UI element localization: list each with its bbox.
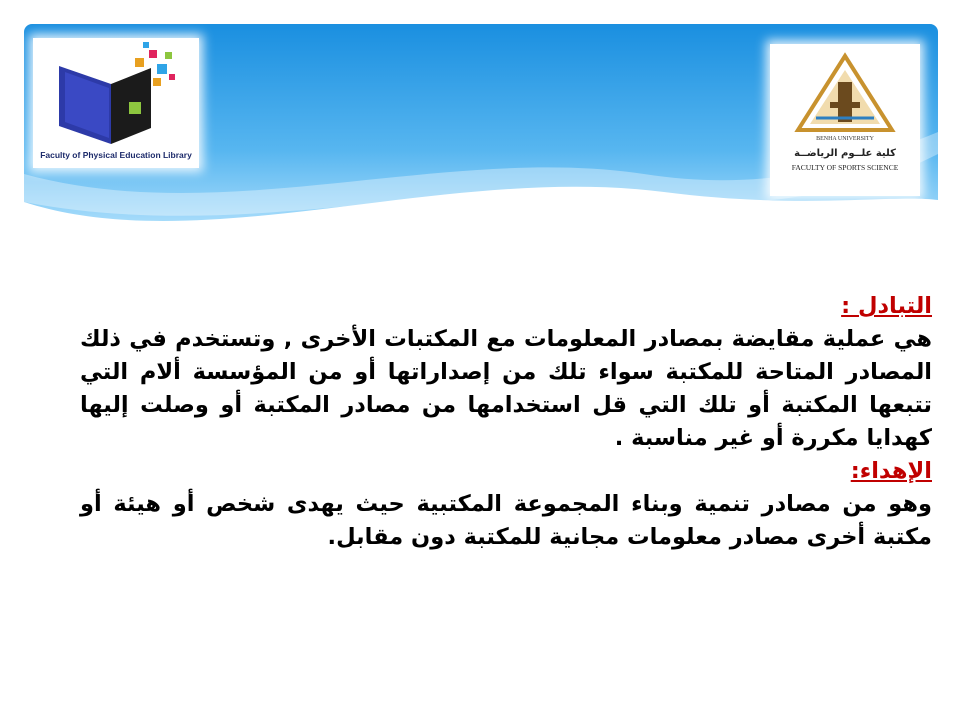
- heading-exchange: التبادل :: [841, 293, 932, 319]
- heading-gifts: الإهداء:: [850, 458, 932, 484]
- library-logo-caption: Faculty of Physical Education Library: [40, 150, 192, 160]
- paragraph-gifts: وهو من مصادر تنمية وبناء المجموعة المكتبية حيث يهدى شخص أو هيئة أو مكتبة أخرى مصادر معلومات مجانية للمكتبة دون مقابل.: [80, 491, 932, 550]
- crest-text: BENHA UNIVERSITY: [816, 136, 874, 142]
- slide-content: [80, 290, 932, 554]
- university-crest-icon: [770, 44, 920, 196]
- faculty-name-arabic: كلية علــوم الرياضــة: [794, 148, 896, 159]
- faculty-name-english: FACULTY OF SPORTS SCIENCE: [791, 163, 899, 172]
- library-logo: [33, 38, 199, 168]
- faculty-logo: [770, 44, 920, 196]
- paragraph-exchange: هي عملية مقايضة بمصادر المعلومات مع المكتبات الأخرى , وتستخدم في ذلك المصادر المتاحة للمكتبة سواء تلك من إصداراتها أو من المؤسسة ألام التي تتبعها المكتبة أو تلك التي قل استخدامها من مصادر المكتبة أو وصلت إليها كهدايا مكررة أو غير مناسبة .: [80, 326, 932, 451]
- book-logo-icon: [33, 38, 199, 150]
